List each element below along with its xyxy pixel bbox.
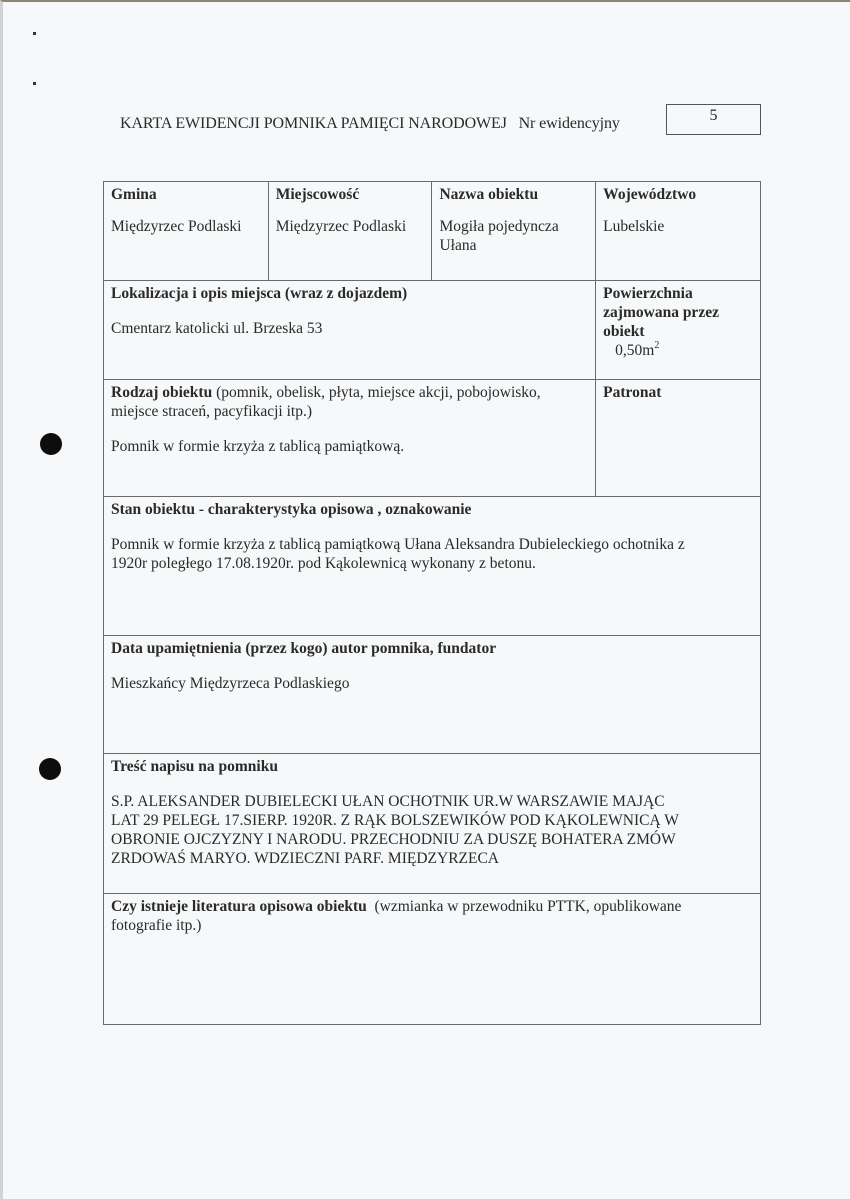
cell-tresc-napisu[interactable] (104, 754, 761, 894)
hint-literatura-line2: fotografie itp.) (111, 917, 202, 934)
row-basic-info (104, 182, 761, 281)
label-powierzchnia-line3: obiekt (603, 323, 645, 340)
label-data-upamietnienia: Data upamiętnienia (przez kogo) autor pomnika, fundator (111, 640, 497, 657)
hint-rodzaj-line2: miejsce straceń, pacyfikacji itp.) (111, 403, 312, 420)
cell-wojewodztwo[interactable] (596, 182, 761, 281)
value-stan-line1: Pomnik w formie krzyża z tablicą pamiątkową Ułana Aleksandra Dubieleckiego ochotnika z (111, 536, 685, 553)
cell-nazwa-obiektu[interactable] (432, 182, 596, 281)
nr-ewidencyjny-field[interactable] (666, 104, 761, 135)
label-wojewodztwo: Województwo (603, 186, 697, 203)
row-rodzaj (104, 380, 761, 497)
value-nazwa-line2: Ułana (439, 237, 477, 254)
value-rodzaj: Pomnik w formie krzyża z tablicą pamiątkową. (111, 438, 405, 455)
value-powierzchnia: 0,50m (615, 342, 655, 359)
nr-label: Nr ewidencyjny (518, 115, 620, 132)
cell-literatura[interactable] (104, 894, 761, 1025)
nr-value: 5 (709, 107, 718, 124)
label-miejscowosc: Miejscowość (275, 186, 360, 203)
cell-miejscowosc[interactable] (268, 182, 432, 281)
value-gmina: Międzyrzec Podlaski (111, 218, 242, 235)
hint-rodzaj-line1: (pomnik, obelisk, płyta, miejsce akcji, pobojowisko, (212, 384, 541, 401)
document-title (120, 115, 620, 133)
hint-literatura-line1: (wzmianka w przewodniku PTTK, opublikowane (366, 898, 682, 915)
row-data-upamietnienia (104, 636, 761, 754)
cell-lokalizacja[interactable] (104, 281, 596, 380)
value-wojewodztwo: Lubelskie (603, 218, 665, 235)
value-stan-line2: 1920r poległego 17.08.1920r. pod Kąkolewnicą wykonany z betonu. (111, 555, 536, 572)
punch-hole-bottom (39, 758, 61, 780)
label-stan: Stan obiektu - charakterystyka opisowa , oznakowanie (111, 501, 472, 518)
punch-hole-top (40, 433, 62, 455)
value-lokalizacja: Cmentarz katolicki ul. Brzeska 53 (111, 320, 323, 337)
inscription-line: ZRDOWAŚ MARYO. WDZIECZNI PARF. MIĘDZYRZECA (111, 850, 499, 867)
cell-data-upamietnienia[interactable] (104, 636, 761, 754)
label-powierzchnia-line1: Powierzchnia (603, 285, 693, 302)
inscription-line: S.P. ALEKSANDER DUBIELECKI UŁAN OCHOTNIK UR.W WARSZAWIE MAJĄC (111, 793, 665, 810)
row-lokalizacja (104, 281, 761, 380)
scan-speck (33, 32, 36, 35)
scan-speck (33, 82, 36, 85)
label-rodzaj: Rodzaj obiektu (111, 384, 213, 401)
unit-superscript: 2 (654, 340, 660, 351)
label-tresc: Treść napisu na pomniku (111, 758, 278, 775)
label-literatura: Czy istnieje literatura opisowa obiektu (111, 898, 367, 915)
label-lokalizacja: Lokalizacja i opis miejsca (wraz z dojazdem) (111, 285, 408, 302)
row-stan (104, 497, 761, 636)
label-patronat: Patronat (603, 384, 662, 401)
row-tresc (104, 754, 761, 894)
cell-gmina[interactable] (104, 182, 269, 281)
row-literatura (104, 894, 761, 1025)
label-powierzchnia-line2: zajmowana przez (603, 304, 719, 321)
record-form-table (103, 181, 761, 1025)
cell-patronat[interactable] (596, 380, 761, 497)
cell-rodzaj-obiektu[interactable] (104, 380, 596, 497)
label-gmina: Gmina (111, 186, 157, 203)
cell-stan-obiektu[interactable] (104, 497, 761, 636)
value-nazwa-line1: Mogiła pojedyncza (439, 218, 559, 235)
value-miejscowosc: Międzyrzec Podlaski (275, 218, 407, 235)
label-nazwa-obiektu: Nazwa obiektu (439, 186, 539, 203)
cell-powierzchnia[interactable] (596, 281, 761, 380)
value-data-upamietnienia: Mieszkańcy Międzyrzeca Podlaskiego (111, 675, 350, 692)
title-text: KARTA EWIDENCJI POMNIKA PAMIĘCI NARODOWEJ (120, 115, 507, 132)
inscription-line: OBRONIE OJCZYZNY I NARODU. PRZECHODNIU ZA DUSZĘ BOHATERA ZMÓW (111, 831, 676, 848)
inscription-line: LAT 29 PELEGŁ 17.SIERP. 1920R. Z RĄK BOLSZEWIKÓW POD KĄKOLEWNICĄ W (111, 812, 679, 829)
